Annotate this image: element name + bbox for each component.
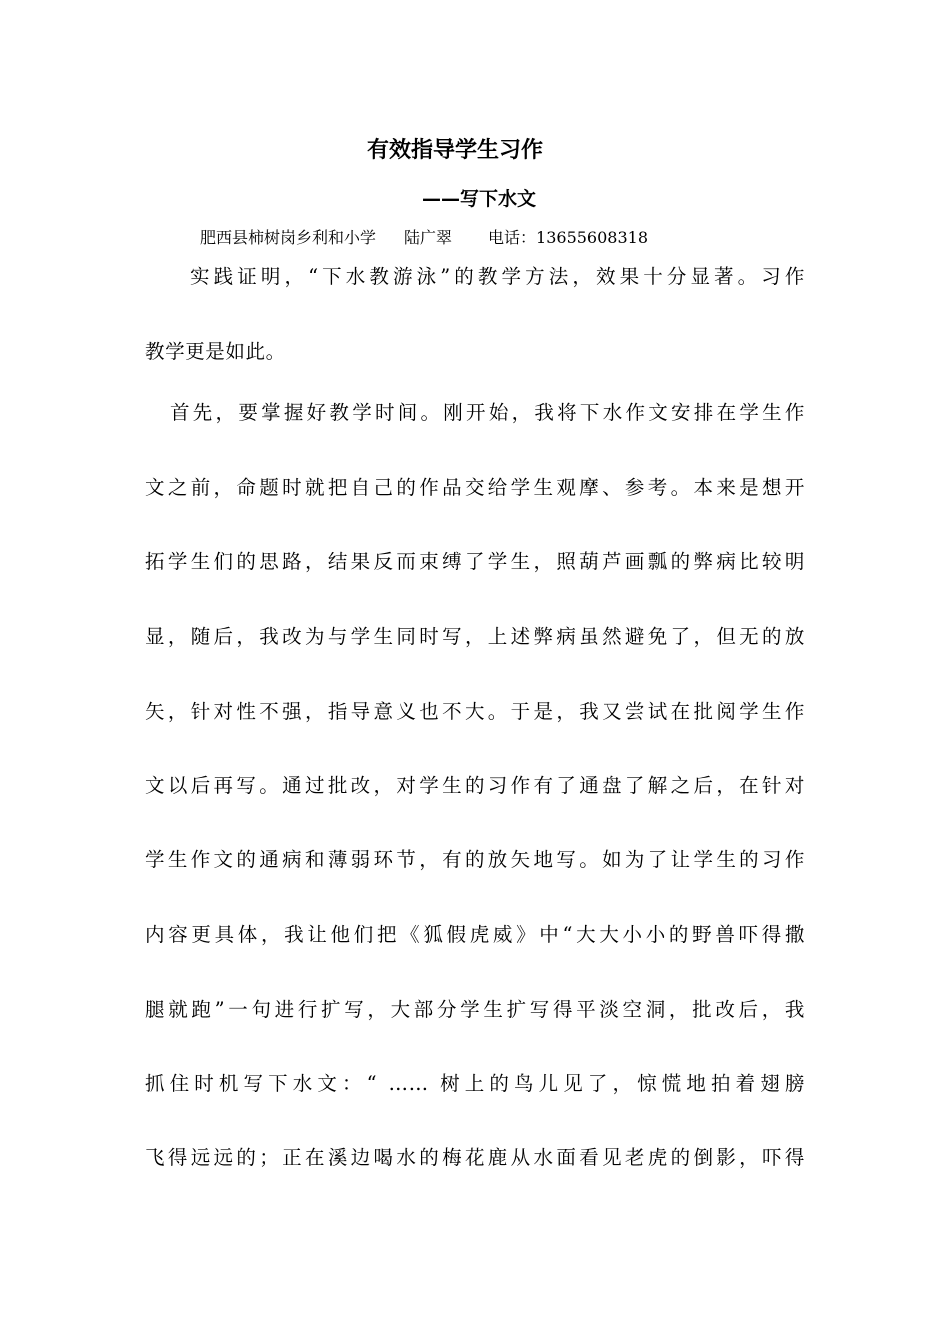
paragraph-line: 首先，要掌握好教学时间。刚开始，我将下水作文安排在学生作	[170, 401, 805, 424]
paragraph-line: 拓学生们的思路，结果反而束缚了学生，照葫芦画瓢的弊病比较明	[145, 550, 805, 573]
paragraph-line: 文之前，命题时就把自己的作品交给学生观摩、参考。本来是想开	[145, 476, 805, 499]
paragraph-line: 教学更是如此。	[145, 340, 286, 363]
paragraph-line: 抓住时机写下水文：“ …… 树上的鸟儿见了，惊慌地拍着翅膀	[145, 1072, 805, 1095]
paragraph-line: 文以后再写。通过批改，对学生的习作有了通盘了解之后，在针对	[145, 774, 805, 797]
paragraph-line: 实践证明，“下水教游泳”的教学方法，效果十分显著。习作	[190, 265, 805, 288]
author-name: 陆广翠	[404, 228, 453, 247]
paragraph-line: 学生作文的通病和薄弱环节，有的放矢地写。如为了让学生的习作	[145, 848, 805, 871]
author-line	[200, 226, 648, 250]
paragraph-line: 矢，针对性不强，指导意义也不大。于是，我又尝试在批阅学生作	[145, 700, 805, 723]
paragraph-line: 显，随后，我改为与学生同时写，上述弊病虽然避免了，但无的放	[145, 625, 805, 648]
author-phone: 电话：13655608318	[488, 228, 649, 247]
paragraph-line: 腿就跑”一句进行扩写，大部分学生扩写得平淡空洞，批改后，我	[145, 998, 805, 1021]
paragraph-line: 内容更具体，我让他们把《狐假虎威》中“大大小小的野兽吓得撒	[145, 923, 805, 946]
paragraph-line: 飞得远远的；正在溪边喝水的梅花鹿从水面看见老虎的倒影，吓得	[145, 1146, 805, 1169]
document-subtitle: ——写下水文	[422, 188, 537, 210]
document-title: 有效指导学生习作	[366, 138, 543, 163]
author-school: 肥西县柿树岗乡利和小学	[200, 228, 377, 247]
